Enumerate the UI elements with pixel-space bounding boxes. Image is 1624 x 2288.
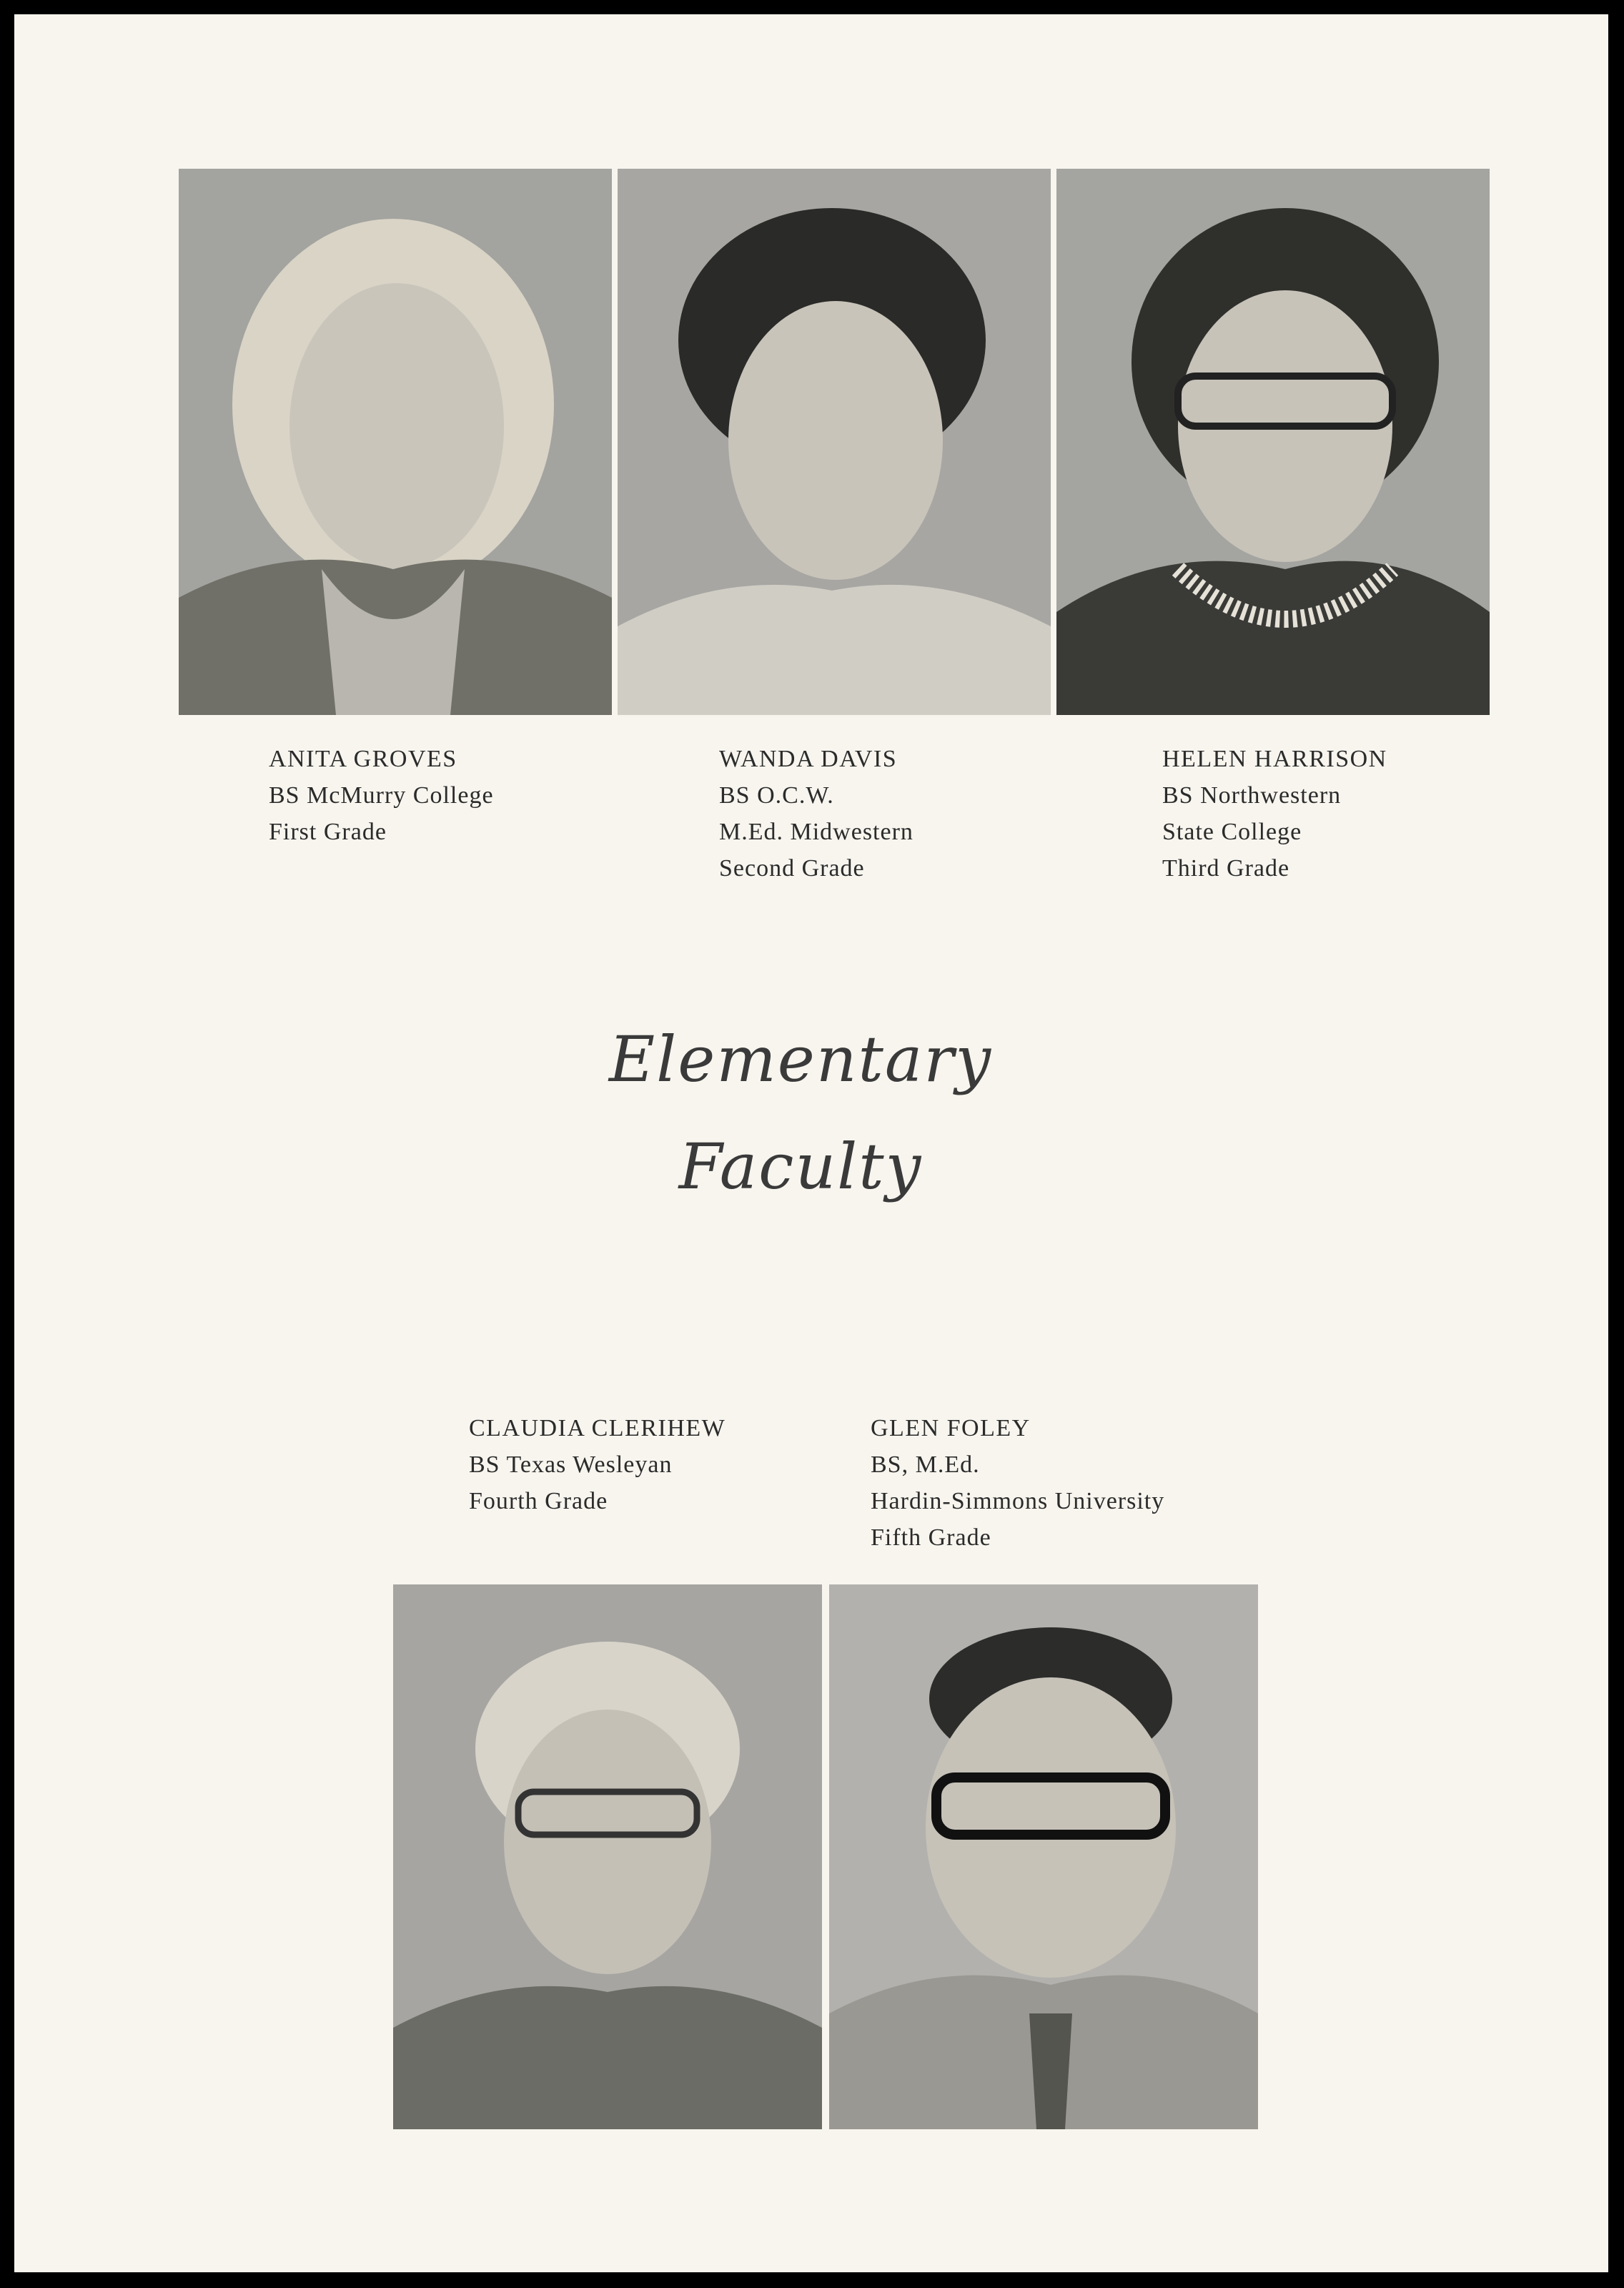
faculty-detail: Hardin-Simmons University bbox=[871, 1488, 1165, 1514]
faculty-name: GLEN FOLEY bbox=[871, 1415, 1031, 1441]
faculty-detail: State College bbox=[1162, 819, 1302, 845]
faculty-name: WANDA DAVIS bbox=[719, 746, 898, 772]
faculty-detail: BS O.C.W. bbox=[719, 782, 834, 809]
portrait-photo-anita-groves bbox=[179, 169, 612, 715]
portrait-photo-glen-foley bbox=[829, 1584, 1258, 2129]
faculty-detail: First Grade bbox=[269, 819, 387, 845]
portrait-photo-helen-harrison bbox=[1056, 169, 1490, 715]
faculty-detail: M.Ed. Midwestern bbox=[719, 819, 914, 845]
faculty-detail: Third Grade bbox=[1162, 855, 1290, 882]
faculty-name: ANITA GROVES bbox=[269, 746, 457, 772]
section-title-line2: Faculty bbox=[678, 1130, 923, 1203]
faculty-caption-wanda-davis bbox=[719, 741, 914, 887]
faculty-detail: BS Northwestern bbox=[1162, 782, 1342, 809]
faculty-detail: Fourth Grade bbox=[469, 1488, 608, 1514]
faculty-caption-helen-harrison bbox=[1162, 741, 1387, 887]
faculty-caption-glen-foley bbox=[871, 1410, 1164, 1556]
faculty-detail: BS, M.Ed. bbox=[871, 1451, 980, 1478]
faculty-detail: BS McMurry College bbox=[269, 782, 494, 809]
portrait-photo-claudia-clerihew bbox=[393, 1584, 822, 2129]
faculty-caption-anita-groves bbox=[269, 741, 494, 850]
portrait-photo-wanda-davis bbox=[618, 169, 1051, 715]
faculty-name: HELEN HARRISON bbox=[1162, 746, 1387, 772]
yearbook-page bbox=[14, 14, 1608, 2272]
faculty-detail: Fifth Grade bbox=[871, 1524, 991, 1551]
faculty-detail: Second Grade bbox=[719, 855, 865, 882]
faculty-name: CLAUDIA CLERIHEW bbox=[469, 1415, 726, 1441]
section-title-line1: Elementary bbox=[608, 1022, 993, 1096]
faculty-detail: BS Texas Wesleyan bbox=[469, 1451, 673, 1478]
faculty-caption-claudia-clerihew bbox=[469, 1410, 726, 1519]
